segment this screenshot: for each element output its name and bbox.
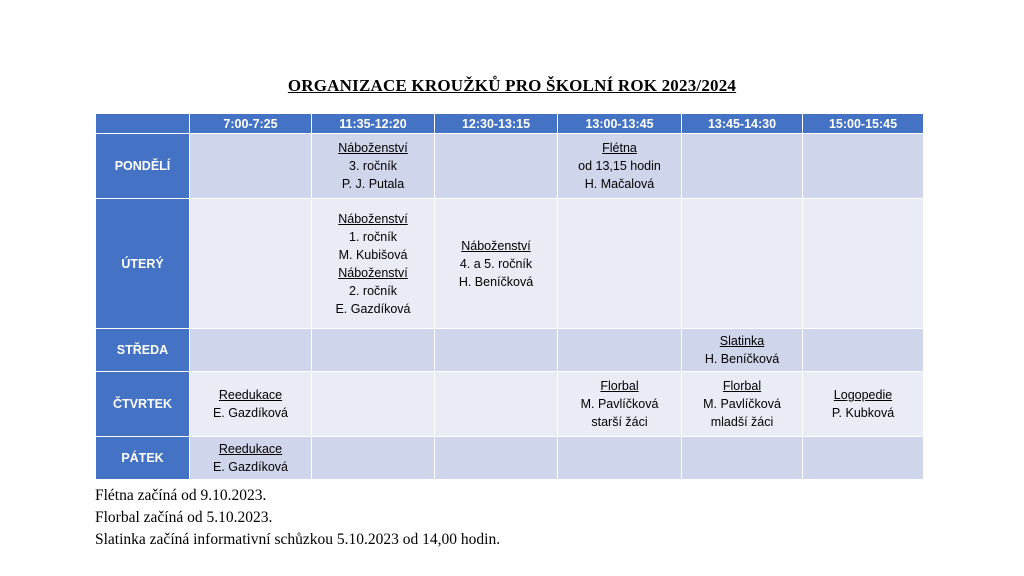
schedule-table: [95, 113, 924, 480]
header-cell: 11:35-12:20: [312, 114, 435, 134]
day-row: [96, 199, 924, 329]
activity-detail: H. Mačalová: [584, 177, 655, 191]
schedule-cell: [558, 134, 682, 199]
footer-note: Flétna začíná od 9.10.2023.: [95, 487, 267, 504]
page-title: ORGANIZACE KROUŽKŮ PRO ŠKOLNÍ ROK 2023/2024: [287, 76, 737, 95]
activity-detail: M. Kubišová: [338, 247, 408, 262]
day-label: PONDĚLÍ: [96, 134, 190, 199]
header-row: [96, 114, 924, 134]
schedule-cell: [312, 134, 435, 199]
schedule-cell: [682, 437, 803, 480]
activity-detail: E. Gazdíková: [212, 406, 289, 420]
schedule-cell: [682, 329, 803, 372]
activity-name: Reedukace: [218, 442, 283, 456]
activity-detail: mladší žáci: [710, 415, 774, 429]
activity-detail: P. Kubková: [831, 406, 895, 420]
header-cell: [96, 114, 190, 134]
footer-note: Slatinka začíná informativní schůzkou 5.10.2023 od 14,00 hodin.: [95, 531, 501, 548]
day-label: ÚTERÝ: [96, 199, 190, 329]
schedule-cell: [435, 329, 558, 372]
activity-detail: 1. ročník: [349, 229, 397, 244]
activity-name: Flétna: [602, 141, 637, 155]
activity-detail: 2. ročník: [349, 283, 397, 298]
activity-detail: 4. a 5. ročník: [459, 256, 533, 271]
day-label: ČTVRTEK: [96, 372, 190, 437]
activity-name: Florbal: [600, 379, 639, 393]
activity-name: Logopedie: [833, 388, 893, 402]
activity-name: Reedukace: [218, 388, 283, 402]
activity-detail: E. Gazdíková: [335, 301, 411, 316]
schedule-cell: [558, 372, 682, 437]
day-row: [96, 329, 924, 372]
activity-detail: od 13,15 hodin: [578, 159, 661, 173]
activity-name: Náboženství: [338, 141, 408, 155]
schedule-cell: [312, 329, 435, 372]
header-cell: 13:00-13:45: [558, 114, 682, 134]
day-row: [96, 437, 924, 480]
activity-name: Florbal: [722, 379, 762, 393]
schedule-cell: [803, 372, 924, 437]
day-label: PÁTEK: [96, 437, 190, 480]
activity-detail: H. Beníčková: [704, 352, 780, 366]
footer-notes: [95, 485, 500, 551]
schedule-cell: [558, 437, 682, 480]
activity-name: Slatinka: [719, 334, 765, 348]
schedule-cell: [803, 134, 924, 199]
schedule-cell: [682, 199, 803, 329]
header-cell: 13:45-14:30: [682, 114, 803, 134]
day-row: [96, 372, 924, 437]
schedule-cell: [435, 134, 558, 199]
day-label: STŘEDA: [96, 329, 190, 372]
activity-name: Náboženství: [461, 238, 531, 253]
day-row: [96, 134, 924, 199]
schedule-cell: [435, 372, 558, 437]
activity-name: Náboženství: [338, 265, 408, 280]
schedule-cell: [803, 437, 924, 480]
schedule-cell: [190, 329, 312, 372]
schedule-cell: [435, 199, 558, 329]
schedule-cell: [190, 437, 312, 480]
activity-detail: E. Gazdíková: [212, 460, 289, 474]
schedule-cell: [312, 437, 435, 480]
schedule-cell: [682, 134, 803, 199]
activity-name: Náboženství: [338, 211, 408, 226]
schedule-cell: [558, 329, 682, 372]
activity-detail: M. Pavlíčková: [580, 397, 659, 411]
footer-note: Florbal začíná od 5.10.2023.: [95, 509, 273, 526]
schedule-cell: [190, 134, 312, 199]
schedule-cell: [312, 199, 435, 329]
schedule-cell: [435, 437, 558, 480]
activity-detail: P. J. Putala: [341, 177, 405, 191]
activity-detail: starší žáci: [591, 415, 648, 429]
header-cell: 7:00-7:25: [190, 114, 312, 134]
schedule-cell: [312, 372, 435, 437]
activity-detail: 3. ročník: [349, 159, 397, 173]
activity-detail: M. Pavlíčková: [703, 397, 781, 411]
schedule-cell: [190, 199, 312, 329]
schedule-cell: [190, 372, 312, 437]
schedule-cell: [803, 199, 924, 329]
schedule-cell: [682, 372, 803, 437]
schedule-cell: [558, 199, 682, 329]
schedule-cell: [803, 329, 924, 372]
header-cell: 15:00-15:45: [803, 114, 924, 134]
header-cell: 12:30-13:15: [435, 114, 558, 134]
activity-detail: H. Beníčková: [458, 274, 534, 289]
